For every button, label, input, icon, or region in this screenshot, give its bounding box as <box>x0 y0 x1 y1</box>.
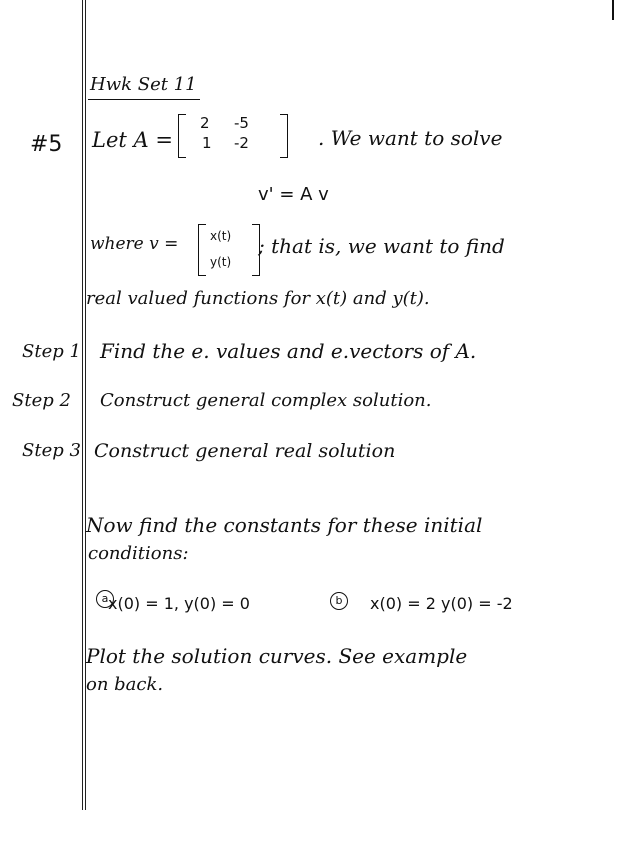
differential-equation: v' = A v <box>258 184 329 205</box>
real-valued-text: real valued functions for x(t) and y(t). <box>86 288 430 309</box>
step-1-text: Find the e. values and e.vectors of A. <box>100 339 477 363</box>
step-1-label: Step 1 <box>22 341 81 362</box>
want-to-solve-text: . We want to solve <box>318 126 503 150</box>
case-a-marker: a <box>96 590 114 608</box>
where-v-text: where v = <box>90 234 179 254</box>
step-2-text: Construct general complex solution. <box>100 390 432 411</box>
matrix-a-cell: 2 <box>200 114 210 132</box>
plot-text-line-1: Plot the solution curves. See example <box>86 644 468 668</box>
margin-line <box>82 0 83 810</box>
homework-title: Hwk Set 11 <box>90 74 197 95</box>
let-a-text: Let A = <box>92 128 173 152</box>
step-2-label: Step 2 <box>12 390 71 411</box>
matrix-a-left-bracket <box>178 114 186 158</box>
constants-text-line-2: conditions: <box>88 543 189 564</box>
step-3-label: Step 3 <box>22 440 81 461</box>
case-b-marker: b <box>330 592 348 610</box>
case-b-conditions: x(0) = 2 y(0) = -2 <box>370 594 513 613</box>
case-a-conditions: x(0) = 1, y(0) = 0 <box>108 594 250 613</box>
vector-v-left-bracket <box>198 224 206 276</box>
problem-number: #5 <box>30 132 63 157</box>
vector-v-entry: y(t) <box>210 255 232 269</box>
step-3-text: Construct general real solution <box>94 440 396 462</box>
matrix-a <box>178 114 288 156</box>
matrix-a-cell: -5 <box>234 114 249 132</box>
that-is-text: ; that is, we want to find <box>258 234 505 258</box>
vector-v <box>198 224 260 274</box>
matrix-a-cell: 1 <box>202 134 212 152</box>
constants-text-line-1: Now find the constants for these initial <box>86 513 483 537</box>
plot-text-line-2: on back. <box>86 674 164 695</box>
vector-v-entry: x(t) <box>210 229 232 243</box>
matrix-a-right-bracket <box>280 114 288 158</box>
title-underline <box>88 99 200 100</box>
page-edge-mark <box>612 0 614 20</box>
matrix-a-cell: -2 <box>234 134 249 152</box>
